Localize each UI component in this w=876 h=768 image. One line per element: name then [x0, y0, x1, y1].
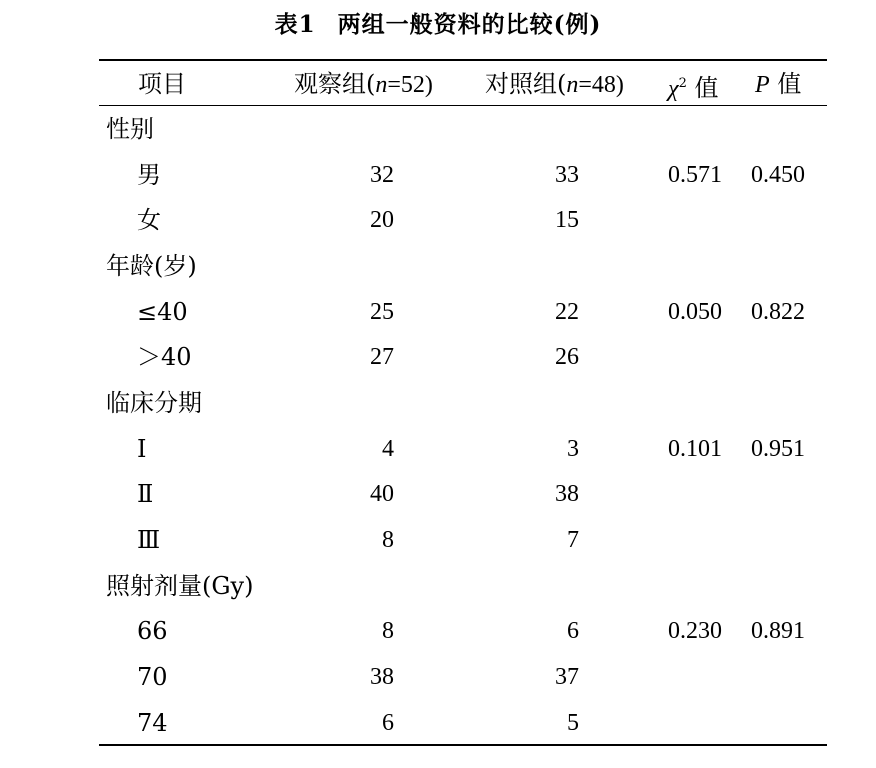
table-number: 表1: [274, 11, 316, 38]
header-control-group: 对照组(n=48): [485, 70, 624, 98]
table-row: [0, 701, 876, 747]
cell-p-value: 0.450: [751, 161, 805, 188]
cell-control: 26: [555, 344, 579, 371]
row-label: 男: [137, 160, 161, 189]
cell-p-value: 0.951: [751, 435, 805, 462]
row-label: Ⅲ: [137, 525, 161, 554]
table-row: [0, 655, 876, 701]
cell-chi-square: 0.050: [668, 298, 722, 325]
cell-chi-square: 0.101: [668, 435, 722, 462]
cell-observation: 25: [370, 298, 394, 325]
header-rule: [99, 105, 827, 106]
row-group-label: 照射剂量(Gy): [106, 571, 254, 600]
row-label: 70: [137, 662, 168, 691]
row-group-label: 临床分期: [106, 388, 202, 417]
table-row: [0, 244, 876, 290]
cell-observation: 32: [370, 161, 394, 188]
table-row: [0, 290, 876, 336]
cell-control: 15: [555, 207, 579, 234]
table-row: [0, 335, 876, 381]
row-label: Ⅰ: [137, 434, 147, 463]
cell-observation: 27: [370, 344, 394, 371]
cell-observation: 6: [382, 709, 394, 736]
cell-chi-square: 0.571: [668, 161, 722, 188]
table-row: [0, 427, 876, 473]
cell-control: 37: [555, 663, 579, 690]
cell-observation: 20: [370, 207, 394, 234]
row-label: Ⅱ: [137, 480, 154, 509]
table-caption: 两组一般资料的比较(例): [337, 11, 602, 38]
table-row: [0, 381, 876, 427]
cell-p-value: 0.822: [751, 298, 805, 325]
row-label: 74: [137, 708, 168, 737]
row-label: ＞40: [137, 343, 192, 372]
cell-observation: 8: [382, 618, 394, 645]
header-chi-square: $\chi^2$ 值: [668, 74, 719, 102]
cell-observation: 4: [382, 435, 394, 462]
table-row: [0, 153, 876, 199]
row-group-label: 性别: [106, 115, 154, 143]
cell-observation: 8: [382, 526, 394, 553]
row-label: ≤40: [137, 297, 188, 326]
header-observation-group: 观察组(n=52): [294, 70, 433, 98]
table-row: [0, 198, 876, 244]
table-row: [0, 609, 876, 655]
cell-observation: 40: [370, 481, 394, 508]
cell-control: 5: [567, 709, 579, 736]
cell-control: 22: [555, 298, 579, 325]
table-row: [0, 107, 876, 153]
cell-p-value: 0.891: [751, 618, 805, 645]
cell-observation: 38: [370, 663, 394, 690]
table-row: [0, 518, 876, 564]
bottom-rule: [99, 744, 827, 746]
cell-control: 38: [555, 481, 579, 508]
header-item: 项目: [138, 70, 186, 98]
cell-control: 33: [555, 161, 579, 188]
top-rule: [99, 59, 827, 61]
row-label: 女: [137, 206, 161, 235]
table-body: [0, 107, 876, 746]
cell-control: 3: [567, 435, 579, 462]
row-label: 66: [137, 617, 168, 646]
table-row: [0, 472, 876, 518]
table-row: [0, 564, 876, 610]
header-p-value: P 值: [755, 70, 802, 98]
cell-chi-square: 0.230: [668, 618, 722, 645]
table-title: [0, 6, 876, 39]
cell-control: 6: [567, 618, 579, 645]
cell-control: 7: [567, 526, 579, 553]
row-group-label: 年龄(岁): [106, 251, 197, 280]
